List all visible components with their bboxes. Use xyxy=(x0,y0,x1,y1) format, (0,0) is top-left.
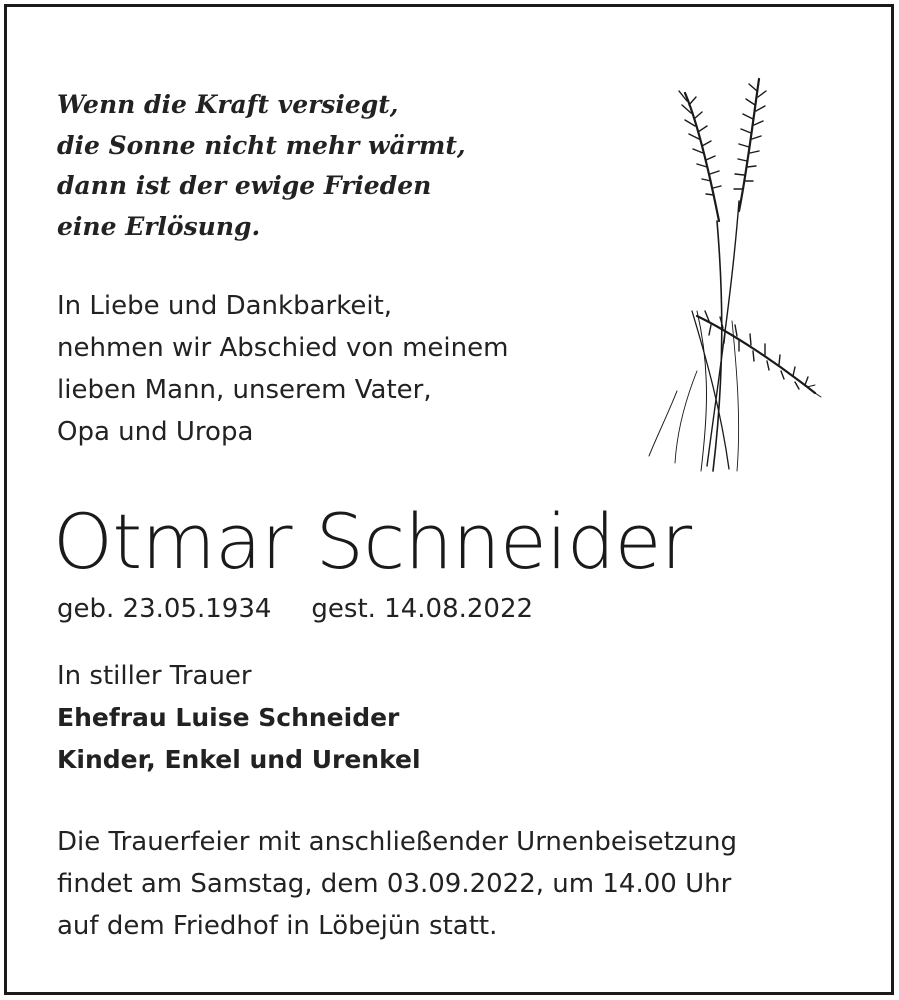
life-dates xyxy=(57,589,533,629)
service-line: findet am Samstag, dem 03.09.2022, um 14.00 Uhr xyxy=(57,869,732,899)
quote-line: eine Erlösung. xyxy=(57,211,261,241)
wheat-ears-icon xyxy=(637,71,827,481)
funeral-service-info xyxy=(57,821,737,947)
service-line: auf dem Friedhof in Löbejün statt. xyxy=(57,911,498,941)
farewell-line: In Liebe und Dankbarkeit, xyxy=(57,291,393,321)
quote-line: die Sonne nicht mehr wärmt, xyxy=(57,130,466,160)
service-line: Die Trauerfeier mit anschließender Urnenbeisetzung xyxy=(57,827,737,857)
mourning-intro: In stiller Trauer xyxy=(57,661,252,691)
memorial-quote xyxy=(57,85,466,247)
mourner-name: Kinder, Enkel und Urenkel xyxy=(57,745,421,774)
death-date: gest. 14.08.2022 xyxy=(311,594,534,624)
quote-line: Wenn die Kraft versiegt, xyxy=(57,90,399,119)
mourners-block xyxy=(57,655,421,781)
obituary-frame xyxy=(4,4,894,995)
farewell-line: lieben Mann, unserem Vater, xyxy=(57,375,432,405)
farewell-line: nehmen wir Abschied von meinem xyxy=(57,333,509,363)
mourner-name: Ehefrau Luise Schneider xyxy=(57,703,400,732)
quote-line: dann ist der ewige Frieden xyxy=(57,171,432,200)
farewell-text xyxy=(57,285,508,453)
farewell-line: Opa und Uropa xyxy=(57,417,254,447)
deceased-name: Otmar Schneider xyxy=(53,497,692,586)
birth-date: geb. 23.05.1934 xyxy=(57,594,272,624)
